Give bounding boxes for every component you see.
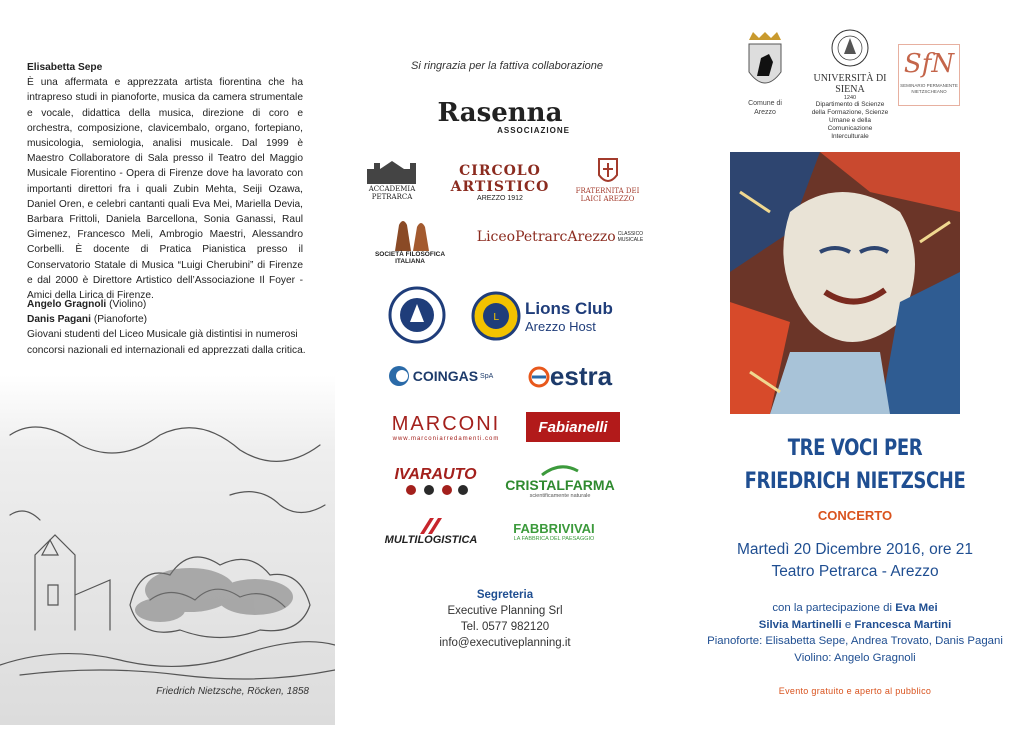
car-brands-icon — [401, 484, 471, 496]
singer-2: Silvia Martinelli — [758, 618, 842, 631]
bio-sepe-text: È una affermata e apprezzata artista fiorentina che ha intrapreso studi in pianoforte, musica da camera strumentale e vocale, didattica della musica, direzione di coro e orchestra, composizione, clavicembalo, organo, fortepiano, musicologia, semiologia, analisi musicale. Dal 1999 è Maestro Collaboratore di Sala presso il Teatro del Maggio Musicale Fiorentino - Opera di Firenze dove ha lavorato con importanti direttori fra i quali Zubin Mehta, Seiji Ozawa, Daniel Oren, e celebri cantanti quali Eva Mei, Mariella Devia, Barbara Frittoli, Daniela Barcellona, Sonia Ganassi, Raul Gimenez, Francesco Meli, Ambrogio Maestri, Alessandro Corbelli. È docente di Pratica Pianistica presso il Conservatorio Statale di Musica “Luigi Cherubini” di Firenze e dal 2000 è Direttore Artistico dell’Associazione Il Foyer - Amici della Lirica di Firenze. — [27, 77, 303, 302]
bio-sepe-name: Elisabetta Sepe — [27, 62, 103, 73]
accademia-petrarca-logo: ACCADEMIA PETRARCA — [352, 155, 432, 205]
thanks-line: Si ringrazia per la fattiva collaborazione — [411, 60, 603, 72]
performers-intro: con la partecipazione di — [772, 602, 893, 614]
segreteria-company: Executive Planning Srl — [447, 605, 563, 617]
painting-artwork — [730, 152, 960, 414]
event-date: Martedì 20 Dicembre 2016, ore 21 — [736, 541, 974, 558]
ivarauto-logo: IVARAUTO — [388, 462, 483, 500]
pianists: Pianoforte: Elisabetta Sepe, Andrea Trovato, Danis Pagani — [707, 635, 1003, 647]
sfn-logo: SfN SEMINARIO PERMANENTE NIETZSCHEANO — [898, 44, 960, 106]
svg-text:L: L — [493, 312, 499, 323]
multilogistica-logo: MULTILOGISTICA — [380, 512, 482, 550]
event-venue: Teatro Petrarca - Arezzo — [771, 563, 939, 580]
nietzsche-painting — [730, 152, 960, 414]
estra-logo: estra — [515, 360, 625, 392]
event-title — [728, 432, 982, 498]
event-title-line2: FRIEDRICH NIETZSCHE — [744, 469, 966, 494]
segreteria-email: info@executiveplanning.it — [439, 637, 571, 649]
singers-and: e — [844, 618, 852, 631]
comune-arezzo-logo: Comune di Arezzo — [745, 32, 793, 117]
universita-siena-logo: UNIVERSITÀ DI SIENA 1240 Dipartimento di Scienze della Formazione, Scienze Umane e della Comunicazione Interculturale — [810, 28, 890, 141]
singer-3: Francesca Martini — [854, 618, 952, 631]
filosofica-logo: SOCIETÀ FILOSOFICA ITALIANA — [360, 215, 460, 267]
lions-icon — [471, 291, 521, 341]
lions-club-text: Lions Club Arezzo Host — [525, 298, 613, 334]
castle-icon — [362, 159, 422, 185]
marconi-logo: MARCONI www.marconiarredamenti.com — [391, 412, 501, 442]
event-title-line1: TRE VOCI PER — [787, 436, 923, 461]
coingas-icon — [388, 365, 410, 387]
sketch-drawing — [0, 375, 335, 725]
segreteria-title: Segreteria — [476, 589, 534, 601]
fabianelli-logo: Fabianelli — [526, 412, 620, 442]
violinist: Violino: Angelo Gragnoli — [794, 651, 916, 664]
cortona-seal-icon — [388, 286, 446, 344]
fraternita-emblem-icon — [597, 157, 619, 187]
liceo-petrarca-logo: LiceoPetrarcArezzo CLASSICO MUSICALE — [476, 229, 644, 245]
student-name-1: Angelo Gragnoli — [27, 299, 107, 310]
segreteria-block — [410, 587, 600, 651]
event-datetime — [700, 539, 1010, 583]
event-type: CONCERTO — [817, 508, 893, 523]
performers — [690, 600, 1020, 666]
rotary-cortona-logo — [388, 286, 446, 344]
leaf-icon — [540, 465, 580, 477]
rasenna-logo: Rasenna ASSOCIAZIONE — [437, 98, 570, 135]
student-role-2: (Pianoforte) — [93, 314, 148, 326]
arezzo-crest-icon — [745, 32, 785, 94]
circolo-artistico-logo: CIRCOLO ARTISTICO AREZZO 1912 — [450, 162, 550, 202]
segreteria-phone: Tel. 0577 982120 — [460, 621, 550, 633]
student-name-2: Danis Pagani — [27, 314, 91, 326]
cristalfarma-logo: CRISTALFARMA scientificamente naturale — [505, 462, 615, 502]
fraternita-logo: FRATERNITA DEI LAICI AREZZO — [565, 152, 650, 207]
coingas-logo: COINGAS SpA — [383, 362, 498, 390]
lions-emblem — [470, 290, 522, 342]
estra-icon — [528, 363, 550, 389]
siena-seal-icon — [830, 28, 870, 68]
multilogistica-icon — [416, 516, 446, 534]
singer-1: Eva Mei — [895, 602, 938, 614]
student-role-1: (Violino) — [109, 299, 147, 310]
bio-students — [27, 297, 307, 358]
statue-icon — [385, 217, 435, 251]
nietzsche-sketch — [0, 375, 335, 725]
sketch-caption: Friedrich Nietzsche, Röcken, 1858 — [156, 686, 309, 697]
students-text: Giovani studenti del Liceo Musicale già distintisi in numerosi concorsi nazionali ed internazionali ed apprezzati dalla critica. — [27, 329, 306, 356]
free-event-note: Evento gratuito e aperto al pubblico — [778, 686, 932, 696]
fabbrivivai-logo: FABBRIVIVAI LA FABBRICA DEL PAESAGGIO — [513, 520, 595, 542]
bio-sepe — [27, 60, 303, 303]
